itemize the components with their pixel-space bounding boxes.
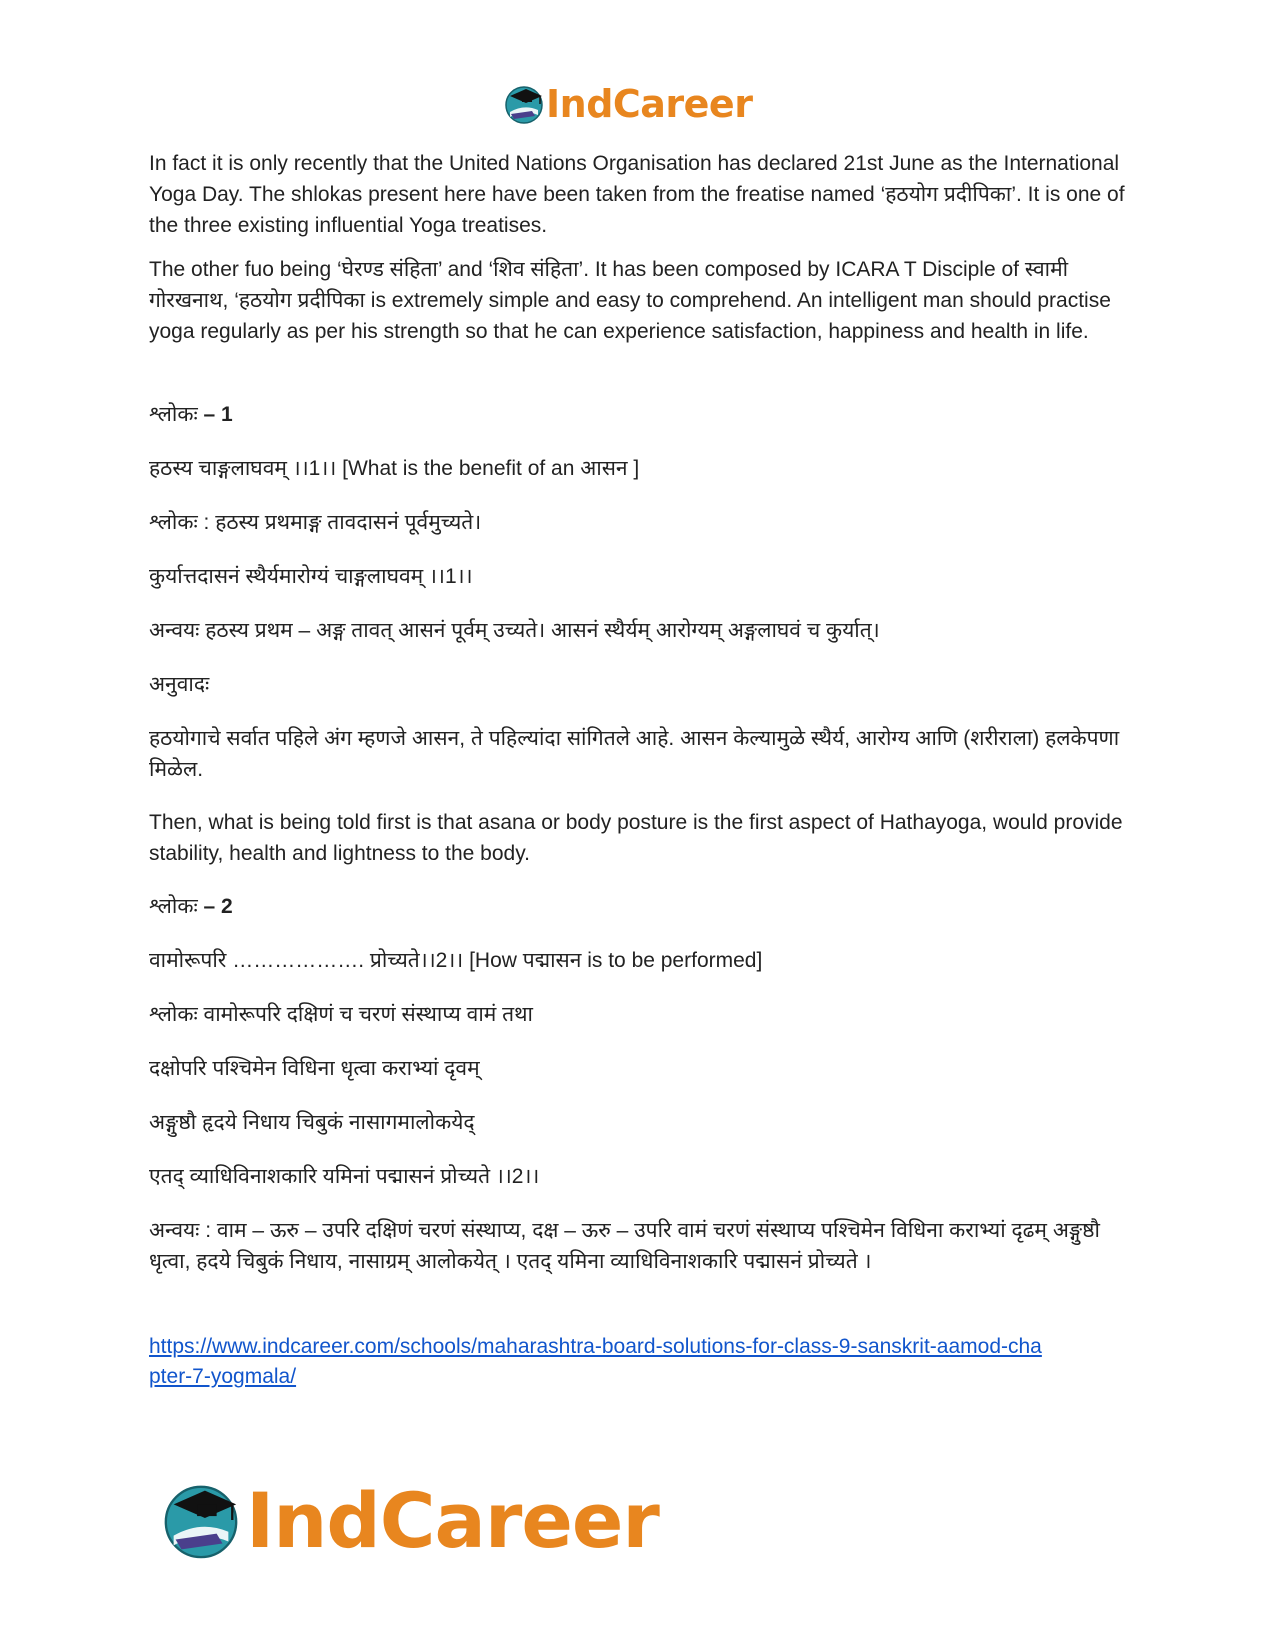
shloka-1-verse-line-2: कुर्यात्तदासनं स्थैर्यमारोग्यं चाङ्गलाघवम् ।।1।। [149, 565, 473, 588]
shloka-1-verse-line-1: श्लोकः : हठस्य प्रथमाङ्ग तावदासनं पूर्वमुच्यते। [149, 511, 482, 534]
shloka-2-verse-line-3: अङ्गुष्ठौ हृदये निधाय चिबुकं नासागमालोकयेद् [149, 1111, 475, 1134]
shloka-2-anvaya: अन्वयः : वाम – ऊरु – उपरि दक्षिणं चरणं संस्थाप्य, दक्ष – ऊरु – उपरि वामं चरणं संस्थाप्य पश्चिमेन विधिना कराभ्यां दृढम् अङ्गुष्ठौ धृत्वा, हदये चिबुकं निधाय, नासाग्रम् आलोकयेत् । एतद् यमिना व्याधिविनाशकारि पद्मासनं प्रोच्यते । [149, 1219, 1100, 1273]
shloka-2-heading-prefix: श्लोकः [149, 895, 198, 918]
shloka-1-anuvad-label: अनुवादः [149, 673, 210, 696]
shloka-1-heading-prefix: श्लोकः [149, 403, 198, 426]
shloka-2-heading-number: – 2 [197, 895, 233, 918]
shloka-1-heading-number: – 1 [197, 403, 233, 426]
shloka-2-verse-line-2: दक्षोपरि पश्चिमेन विधिना धृत्वा कराभ्यां दृवम् [149, 1057, 480, 1080]
graduation-cap-globe-icon [158, 1477, 244, 1563]
source-link-line-1[interactable]: https://www.indcareer.com/schools/maharashtra-board-solutions-for-class-9-sanskrit-aamod-cha [149, 1335, 1042, 1358]
shloka-2-heading [149, 891, 233, 922]
graduation-cap-globe-icon [502, 82, 546, 126]
logo-text: IndCareer [246, 1475, 659, 1565]
footer-logo [158, 1468, 659, 1572]
context-paragraph: The other fuo being ‘घेरण्ड संहिता’ and ‘शिव संहिता’. It has been composed by ICARA T Disciple of स्वामी गोरखनाथ, ‘हठयोग प्रदीपिका is extremely simple and easy to comprehend. An intelligent man should practise yoga regularly as per his strength so that he can experience satisfaction, happiness and health in life. [149, 258, 1111, 343]
logo-text: IndCareer [546, 82, 753, 126]
intro-paragraph: In fact it is only recently that the United Nations Organisation has declared 21st June as the International Yoga Day. The shlokas present here have been taken from the freatise named ‘हठयोग प्रदीपिका’. It is one of the three existing influential Yoga treatises. [149, 152, 1125, 237]
header-logo [502, 80, 752, 128]
shloka-2-verse-line-4: एतद् व्याधिविनाशकारि यमिनां पद्मासनं प्रोच्यते ।।2।। [149, 1165, 540, 1188]
shloka-1-english-translation: Then, what is being told first is that asana or body posture is the first aspect of Hathayoga, would provide stability, health and lightness to the body. [149, 811, 1123, 865]
shloka-2-verse-line-1: श्लोकः वामोरूपरि दक्षिणं च चरणं संस्थाप्य वामं तथा [149, 1003, 534, 1026]
shloka-2-title: वामोरूपरि ………………. प्रोच्यते।।2।। [How पद्मासन is to be performed] [149, 949, 763, 972]
source-link-line-2[interactable]: pter-7-yogmala/ [149, 1365, 297, 1388]
shloka-1-heading [149, 399, 233, 430]
shloka-1-anvaya: अन्वयः हठस्य प्रथम – अङ्ग तावत् आसनं पूर्वम् उच्यते। आसनं स्थैर्यम् आरोग्यम् अङ्गलाघवं च कुर्यात्। [149, 619, 880, 642]
shloka-1-title: हठस्य चाङ्गलाघवम् ।।1।। [What is the benefit of an आसन ] [149, 457, 640, 480]
shloka-1-marathi-translation: हठयोगाचे सर्वात पहिले अंग म्हणजे आसन, ते पहिल्यांदा सांगितले आहे. आसन केल्यामुळे स्थैर्य, आरोग्य आणि (शरीराला) हलकेपणा मिळेल. [149, 727, 1120, 781]
